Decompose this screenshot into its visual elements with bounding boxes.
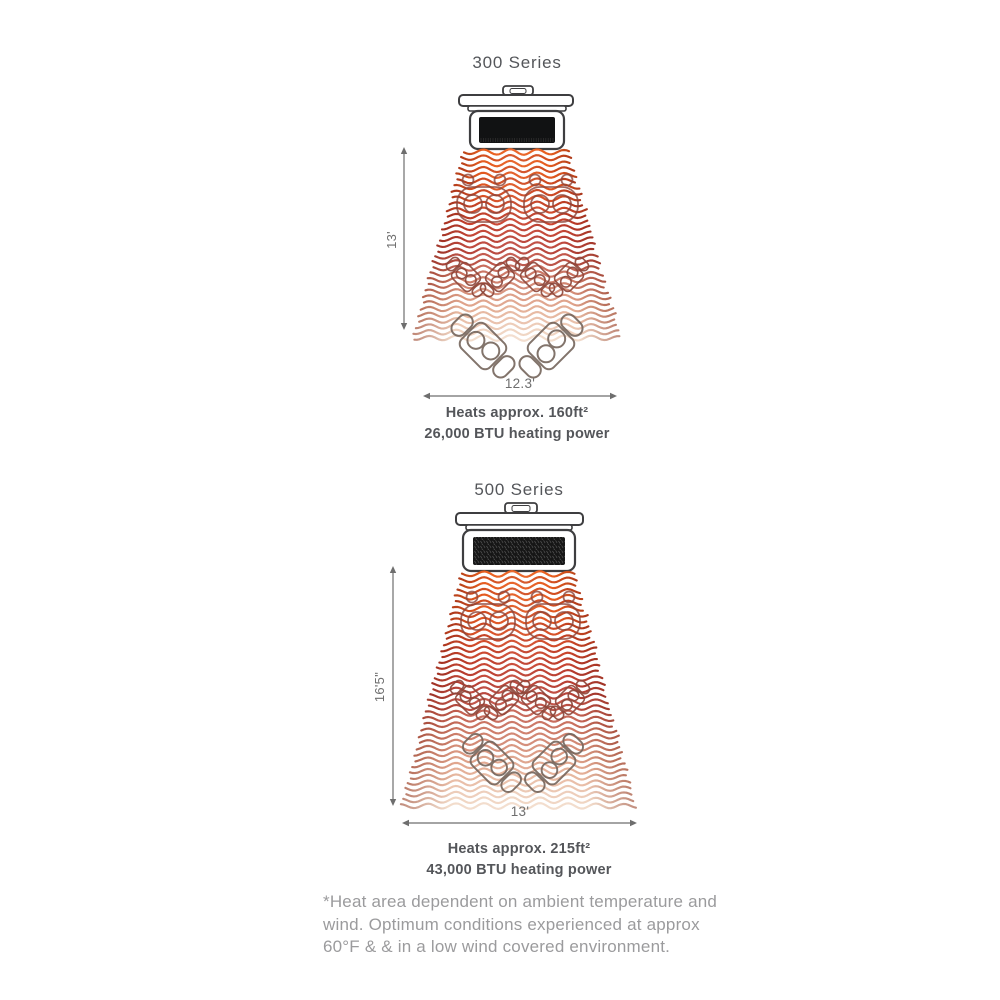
- caption-500-btu: 43,000 BTU heating power: [426, 862, 612, 878]
- lounge-chair: [445, 308, 521, 384]
- heater-300-graphic: [459, 86, 573, 149]
- width-dimension-arrow: [423, 393, 617, 399]
- height-dimension-arrow: [401, 147, 407, 330]
- footnote-line-1: *Heat area dependent on ambient temperature and: [323, 892, 718, 911]
- caption-300-heat-area: Heats approx. 160ft²: [445, 405, 589, 421]
- lounge-chair: [513, 308, 589, 384]
- height-dimension-arrow: [390, 566, 396, 806]
- caption-500-heat-area: Heats approx. 215ft²: [447, 841, 591, 857]
- caption-300: [379, 403, 655, 445]
- footnote: [323, 891, 733, 959]
- heat-wave-cone: [413, 149, 619, 340]
- footnote-line-2: wind. Optimum conditions experienced at approx: [323, 914, 700, 934]
- caption-300-btu: 26,000 BTU heating power: [424, 426, 610, 442]
- width-dimension-label-500: 13': [510, 804, 530, 819]
- width-dimension-label-300: 12.3': [504, 376, 536, 391]
- height-dimension-label-500: 16'5": [372, 671, 387, 703]
- width-dimension-arrow: [402, 820, 637, 826]
- caption-500: [381, 839, 657, 881]
- footnote-line-3: 60°F & & in a low wind covered environment.: [323, 937, 671, 956]
- figure-title-300: 300 Series: [472, 53, 562, 72]
- heater-500-graphic: [456, 503, 583, 571]
- figure-title-500: 500 Series: [474, 480, 564, 499]
- height-dimension-label-300: 13': [384, 231, 399, 249]
